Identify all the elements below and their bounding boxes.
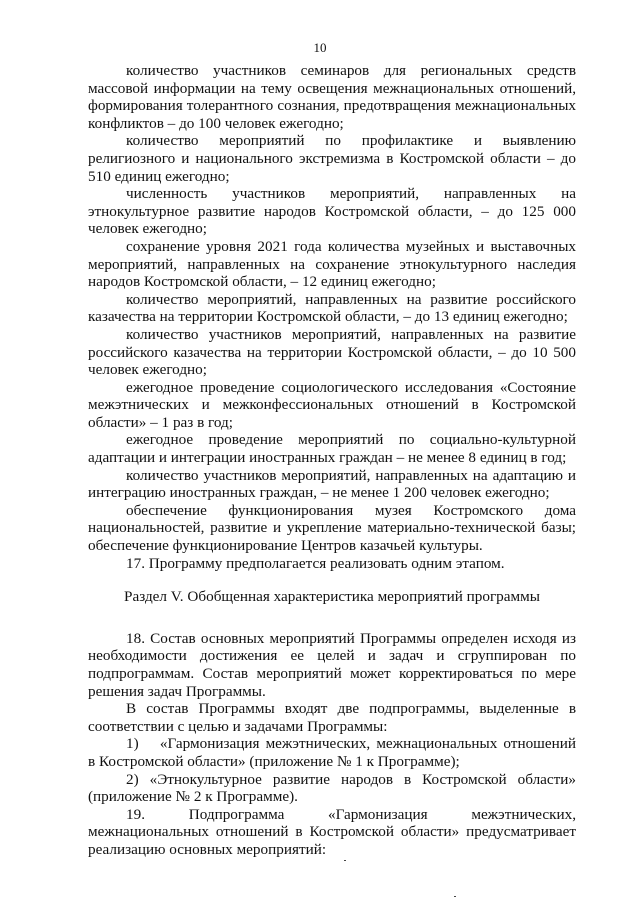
scan-speck bbox=[344, 860, 346, 861]
section-heading: Раздел V. Обобщенная характеристика мероприятий программы bbox=[124, 588, 540, 606]
paragraph: количество участников мероприятий, направленных на адаптацию и интеграцию иностранных граждан, – не менее 1 200 человек ежегодно; bbox=[88, 466, 576, 502]
page-number: 10 bbox=[313, 40, 327, 55]
paragraph: 1) «Гармонизация межэтнических, межнациональных отношений в Костромской области» (приложение № 1 к Программе); bbox=[88, 735, 576, 770]
paragraph: 2) «Этнокультурное развитие народов в Костромской области» (приложение № 2 к Программе). bbox=[88, 770, 576, 806]
document-body bbox=[88, 62, 576, 859]
paragraph: 17. Программу предполагается реализовать одним этапом. bbox=[126, 554, 505, 572]
paragraph: ежегодное проведение мероприятий по социально-культурной адаптации и интеграции иностранных граждан – не менее 8 единиц в год; bbox=[88, 431, 576, 467]
paragraph: ежегодное проведение социологического исследования «Состояние межэтнических и межконфессиональных отношений в Костромской области» – 1 раз в год; bbox=[88, 378, 576, 431]
paragraph: 19. Подпрограмма «Гармонизация межэтнических, межнациональных отношений в Костромской области» предусматривает реализацию основных мероприятий: bbox=[88, 805, 576, 858]
paragraph: количество мероприятий, направленных на развитие российского казачества на территории Костромской области, – до 13 единиц ежегодно; bbox=[88, 290, 576, 326]
paragraph: сохранение уровня 2021 года количества музейных и выставочных мероприятий, направленных на сохранение этнокультурного наследия народов Костромской области, – 12 единиц ежегодно; bbox=[88, 237, 576, 291]
paragraph: количество участников семинаров для региональных средств массовой информации на тему освещения межнациональных отношений, формирования толерантного сознания, предотвращения межнациональных конфликтов – до 100 человек ежегодно; bbox=[88, 62, 576, 132]
paragraph: количество участников мероприятий, направленных на развитие российского казачества на территории Костромской области, – до 10 500 человек ежегодно; bbox=[88, 325, 576, 379]
paragraph: численность участников мероприятий, направленных на этнокультурное развитие народов Костромской области, – до 125 000 человек ежегодно; bbox=[88, 185, 576, 238]
paragraph: В состав Программы входят две подпрограммы, выделенные в соответствии с целью и задачами Программы: bbox=[88, 700, 576, 735]
paragraph: обеспечение функционирования музея Костромского дома национальностей, развитие и укрепление материально-технической базы; обеспечение функционирование Центров казачьей культуры. bbox=[88, 501, 576, 555]
scan-speck bbox=[454, 896, 456, 897]
paragraph: 18. Состав основных мероприятий Программы определен исходя из необходимости достижения ее целей и задач и сгруппирован по подпрограммам. Состав мероприятий может корректироваться по мере решения задач Программы. bbox=[88, 629, 576, 700]
paragraph: количество мероприятий по профилактике и выявлению религиозного и национального экстремизма в Костромской области – до 510 единиц ежегодно; bbox=[88, 132, 576, 185]
